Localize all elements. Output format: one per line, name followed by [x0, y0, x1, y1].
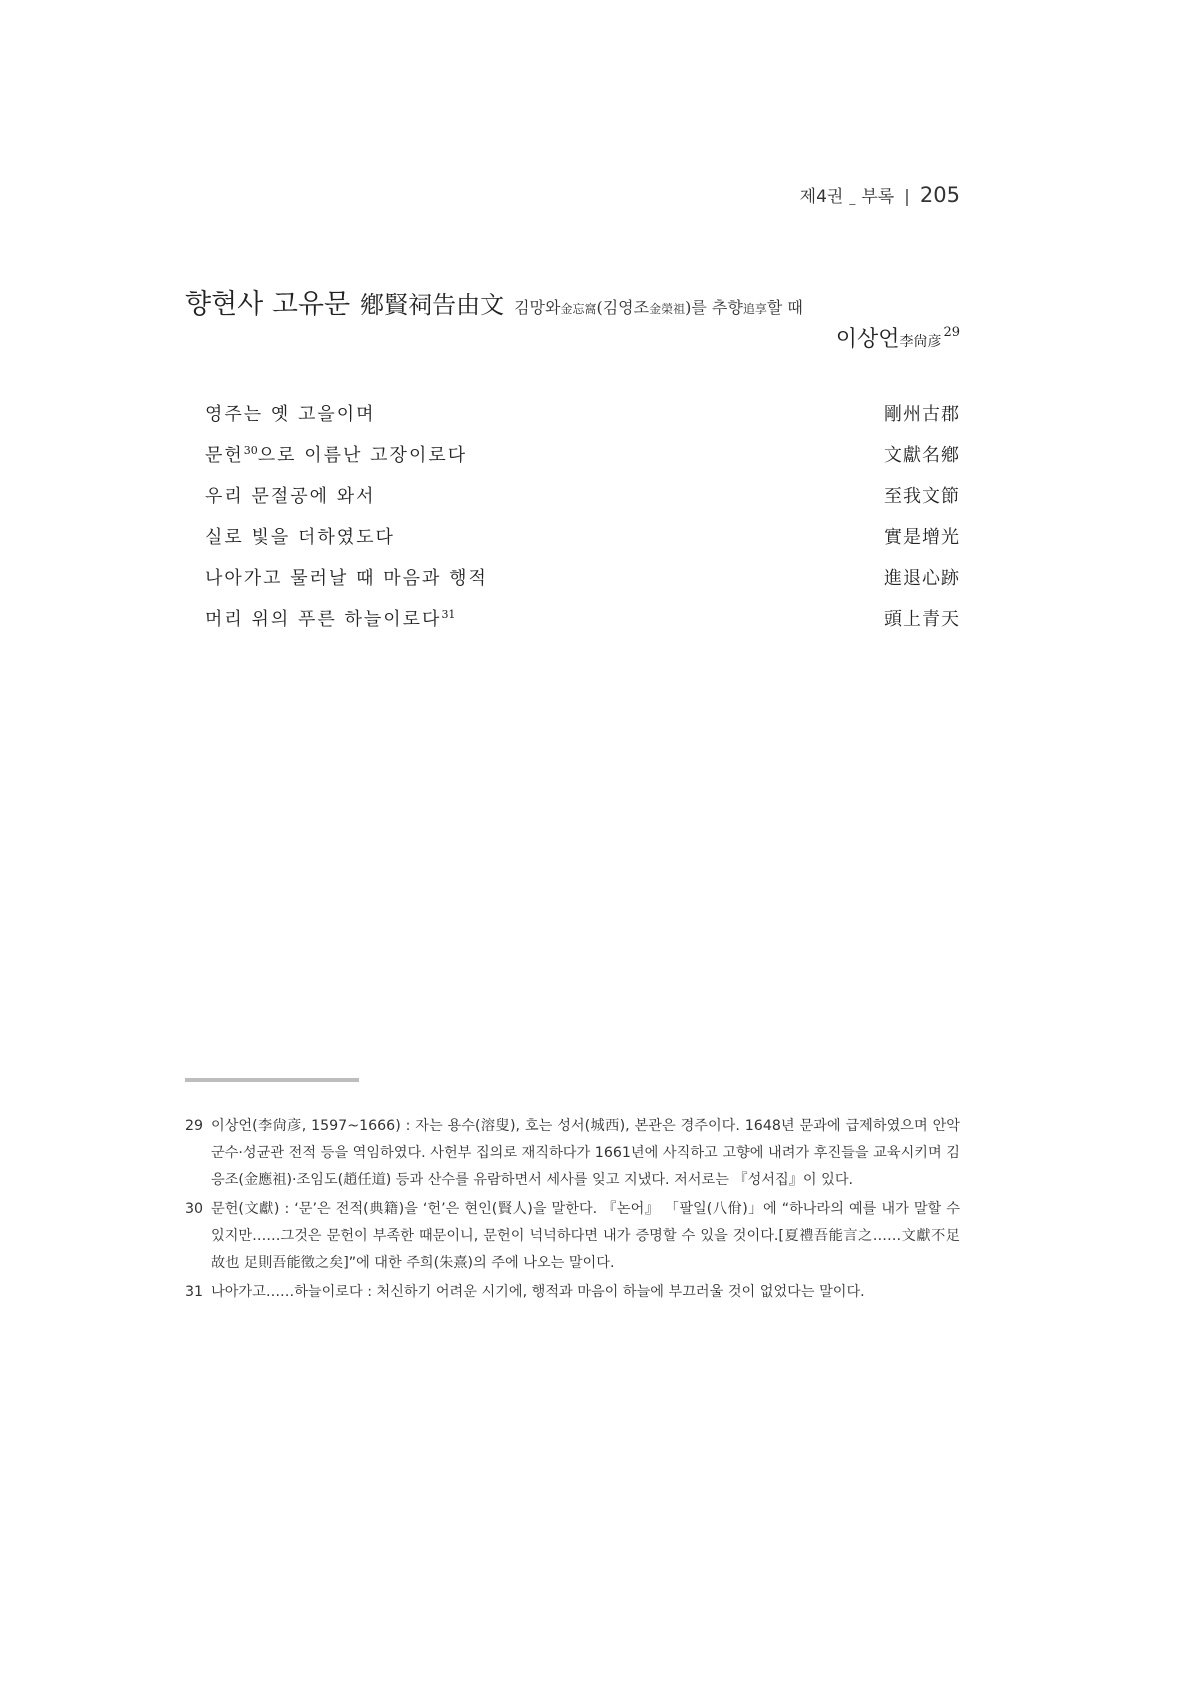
footnote-number: 31 [185, 1284, 204, 1300]
poem-line [205, 605, 960, 646]
poem-korean: 문헌$^{30}$으로 이름난 고장이로다 [205, 444, 468, 466]
footnote-30 [185, 1196, 960, 1277]
footnote-text: 문헌(文獻) : ‘문’은 전적(典籍)을 ‘헌’은 현인(賢人)을 말한다. 『논어』 「팔일(八佾)」에 “하나라의 예를 내가 말할 수 있지만……그것은 문헌이 부족한 때문이니, 문헌이 넉넉하다면 내가 증명할 수 있을 것이다.[夏禮吾能言之……文獻不足故也 足則吾能徵之矣]”에 대한 주희(朱熹)의 주에 나오는 말이다. [211, 1201, 960, 1271]
poem-line [205, 523, 960, 564]
footnotes [185, 1113, 960, 1308]
header-volume: 제4권 [799, 187, 844, 207]
poem-hanja: 進退心跡 [884, 568, 960, 589]
author-name: 이상언 [835, 327, 900, 352]
poem-line [205, 482, 960, 523]
header-bar: | [904, 187, 910, 207]
poem-korean: 실로 빛을 더하였도다 [205, 527, 395, 548]
poem-hanja: 至我文節 [884, 486, 960, 507]
poem-hanja: 文獻名鄕 [884, 445, 960, 466]
poem-korean: 우리 문절공에 와서 [205, 486, 376, 507]
poem-korean: 머리 위의 푸른 하늘이로다$^{31}$ [205, 608, 456, 630]
footnote-text: 나아가고……하늘이로다 : 처신하기 어려운 시기에, 행적과 마음이 하늘에 부끄러울 것이 없었다는 말이다. [211, 1284, 865, 1300]
author-hanja: 李尙彦 [899, 334, 942, 350]
poem-line [205, 441, 960, 482]
footnote-ref-30[interactable]: 30 [243, 444, 258, 457]
title-korean: 향현사 고유문 [185, 289, 351, 320]
footnote-text: 이상언(李尙彦, 1597~1666) : 자는 용수(溶叟), 호는 성서(城西), 본관은 경주이다. 1648년 문과에 급제하였으며 안악 군수·성균관 전적 등을 역임하였다. 사헌부 집의로 재직하다가 1661년에 사직하고 고향에 내려가 후진들을 교육시키며 김응조(金應祖)·조임도(趙任道) 등과 산수를 유람하면서 세사를 잊고 지냈다. 저서로는 『성서집』이 있다. [211, 1118, 960, 1188]
poem-block [205, 400, 960, 646]
header-separator: _ [849, 191, 856, 205]
author-line [836, 322, 960, 353]
title-hanja: 鄕賢祠告由文 [360, 291, 505, 319]
footnote-31 [185, 1279, 960, 1306]
footnote-number: 30 [185, 1201, 204, 1217]
title-subtitle: 김망와金忘窩(김영조金榮祖)를 추향追享할 때 [514, 298, 803, 317]
poem-line [205, 564, 960, 605]
poem-korean: 나아가고 물러날 때 마음과 행적 [205, 568, 488, 589]
poem-hanja: 頭上青天 [884, 609, 960, 630]
footnote-divider [185, 1078, 359, 1082]
poem-hanja: 剛州古郡 [884, 404, 960, 425]
page-title [185, 282, 960, 321]
footnote-29 [185, 1113, 960, 1194]
footnote-ref-31[interactable]: 31 [441, 608, 456, 621]
header-section: 부록 [861, 187, 895, 207]
running-header [800, 182, 960, 207]
poem-hanja: 實是增光 [884, 527, 960, 548]
poem-line [205, 400, 960, 441]
footnote-number: 29 [185, 1118, 204, 1134]
page-number: 205 [919, 183, 960, 207]
poem-korean: 영주는 옛 고을이며 [205, 404, 376, 425]
footnote-ref-29[interactable]: 29 [943, 325, 960, 340]
